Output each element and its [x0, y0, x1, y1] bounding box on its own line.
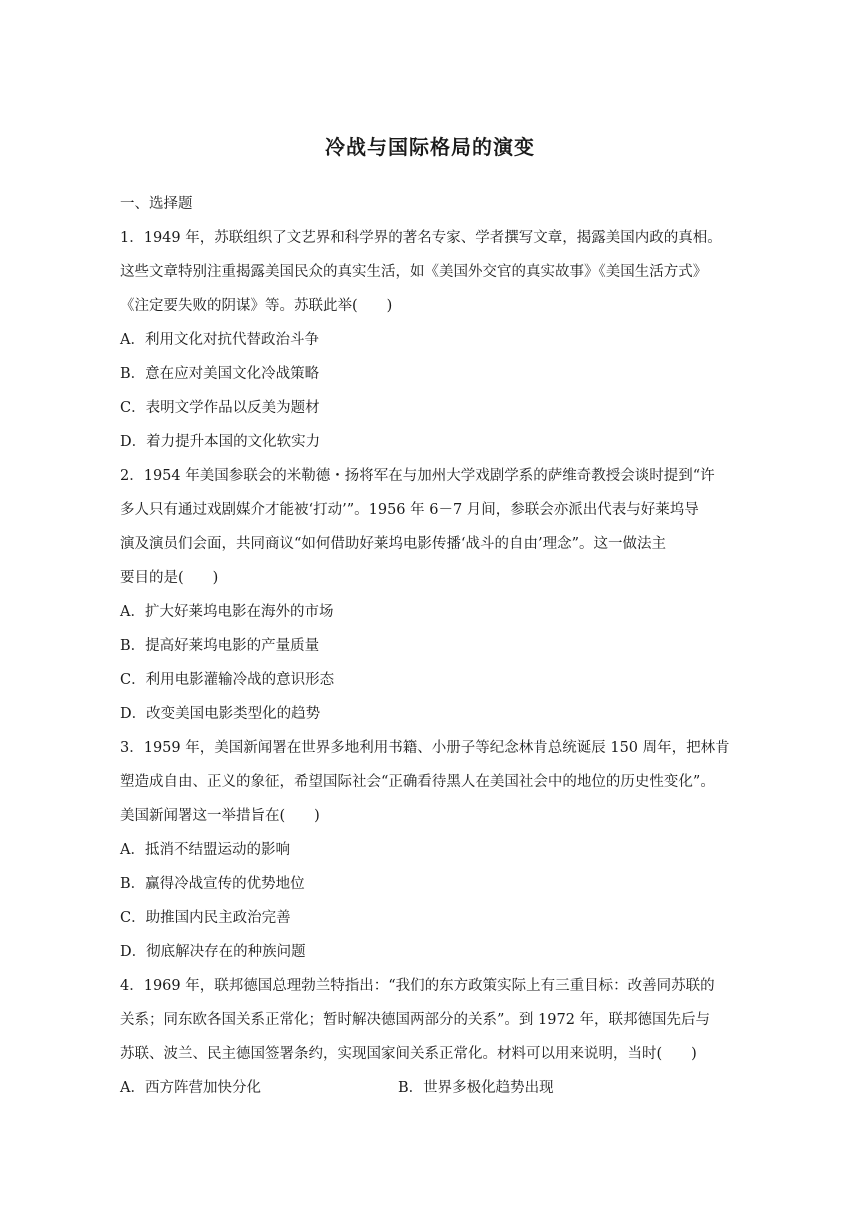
question-stem-line: 3．1959 年，美国新闻署在世界多地利用书籍、小册子等纪念林肯总统诞辰 150 周年，把林肯 — [120, 740, 730, 756]
question-stem-line: 演及演员们会面，共同商议“如何借助好莱坞电影传播‘战斗的自由’理念”。这一做法主 — [120, 536, 667, 552]
question-stem-line: 要目的是( ) — [120, 570, 219, 586]
question-stem-line: 塑造成自由、正义的象征，希望国际社会“正确看待黑人在美国社会中的地位的历史性变化”。 — [120, 774, 715, 790]
option-d: D．彻底解决存在的种族问题 — [120, 944, 306, 960]
question-stem-line: 2．1954 年美国参联会的米勒德・扬将军在与加州大学戏剧学系的萨维奇教授会谈时提到“许 — [120, 468, 715, 484]
question-content — [120, 193, 750, 1111]
option-b: B．赢得冷战宣传的优势地位 — [120, 876, 305, 892]
option-a: A．扩大好莱坞电影在海外的市场 — [120, 604, 334, 620]
question-4 — [120, 975, 750, 1111]
option-b: B．意在应对美国文化冷战策略 — [120, 366, 320, 382]
page-title: 冷战与国际格局的演变 — [325, 135, 535, 159]
question-stem-line: 美国新闻署这一举措旨在( ) — [120, 808, 320, 824]
option-a: A．西方阵营加快分化 — [120, 1080, 261, 1096]
question-3 — [120, 737, 750, 975]
question-stem-line: 多人只有通过戏剧媒介才能被‘打动’”。1956 年 6－7 月间，参联会亦派出代表与好莱坞导 — [120, 502, 699, 518]
option-b: B．世界多极化趋势出现 — [398, 1080, 554, 1096]
question-stem-line: 4．1969 年，联邦德国总理勃兰特指出：“我们的东方政策实际上有三重目标：改善同苏联的 — [120, 978, 715, 994]
question-stem-line: 关系；同东欧各国关系正常化；暂时解决德国两部分的关系”。到 1972 年，联邦德国先后与 — [120, 1012, 711, 1028]
question-stem-line: 苏联、波兰、民主德国签署条约，实现国家间关系正常化。材料可以用来说明，当时( ) — [120, 1046, 697, 1062]
question-stem-line: 《注定要失败的阴谋》等。苏联此举( ) — [120, 298, 393, 314]
option-a: A．利用文化对抗代替政治斗争 — [120, 332, 319, 348]
option-a: A．抵消不结盟运动的影响 — [120, 842, 290, 858]
option-c: C．利用电影灌输冷战的意识形态 — [120, 672, 335, 688]
option-d: D．改变美国电影类型化的趋势 — [120, 706, 321, 722]
question-stem-line: 这些文章特别注重揭露美国民众的真实生活，如《美国外交官的真实故事》《美国生活方式》 — [120, 264, 708, 280]
option-d: D．着力提升本国的文化软实力 — [120, 434, 321, 450]
option-b: B．提高好莱坞电影的产量质量 — [120, 638, 320, 654]
section-heading: 一、选择题 — [120, 196, 193, 212]
option-c: C．助推国内民主政治完善 — [120, 910, 291, 926]
question-1 — [120, 227, 750, 465]
option-c: C．表明文学作品以反美为题材 — [120, 400, 320, 416]
question-stem-line: 1．1949 年，苏联组织了文艺界和科学界的著名专家、学者撰写文章，揭露美国内政的真相。 — [120, 230, 722, 246]
question-2 — [120, 465, 750, 737]
option-row — [120, 1077, 750, 1111]
